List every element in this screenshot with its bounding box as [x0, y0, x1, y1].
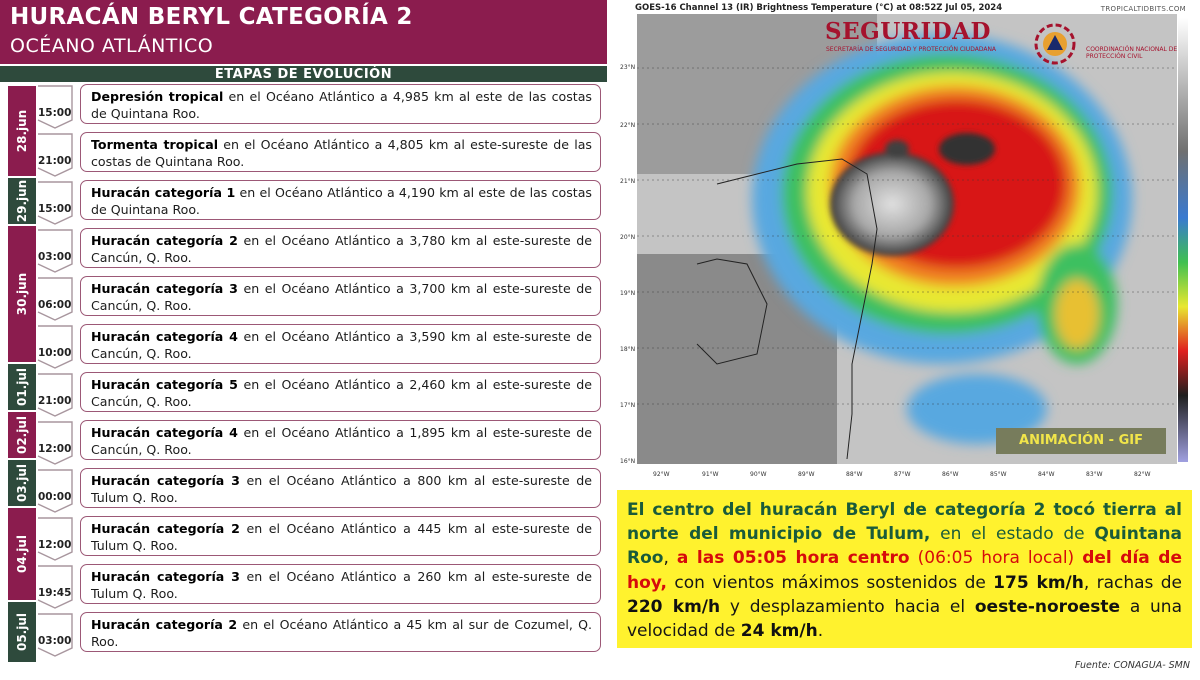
event-stage: Huracán categoría 2 [91, 233, 238, 248]
event-stage: Huracán categoría 2 [91, 617, 238, 632]
summary-text: 220 km/h [627, 596, 721, 617]
date-label: 04.jul [15, 534, 29, 574]
event-stage: Huracán categoría 1 [91, 185, 236, 200]
date-cell-02jul [8, 412, 36, 458]
event-box [80, 276, 601, 316]
event-text: en el Océano Atlántico a 4,190 km al este de las costas de Quintana Roo. [91, 185, 592, 217]
animation-gif-button[interactable]: ANIMACIÓN - GIF [996, 428, 1166, 454]
event-stage: Huracán categoría 4 [91, 329, 238, 344]
event-time [36, 614, 74, 650]
event-text: en el Océano Atlántico a 3,590 km al este-sureste de Cancún, Q. Roo. [91, 329, 592, 361]
lon-label: 87°W [894, 471, 911, 478]
lon-label: 88°W [846, 471, 863, 478]
event-box [80, 516, 601, 556]
summary-text: 24 km/h [740, 621, 818, 642]
satellite-credit: TROPICALTIDBITS.COM [1100, 5, 1186, 13]
time-label: 00:00 [38, 491, 72, 503]
seguridad-logo-subtitle: SECRETARÍA DE SEGURIDAD Y PROTECCIÓN CIUDADANA [826, 46, 997, 53]
event-text: en el Océano Atlántico a 800 km al este-sureste de Tulum Q. Roo. [91, 473, 592, 505]
event-time [36, 134, 74, 170]
time-label: 12:00 [38, 539, 72, 551]
time-label: 06:00 [38, 299, 72, 311]
section-label: ETAPAS DE EVOLUCIÓN [0, 66, 607, 82]
event-box [80, 228, 601, 268]
summary-text: a una velocidad de [627, 596, 1182, 642]
event-text: en el Océano Atlántico a 1,895 km al este-sureste de Cancún, Q. Roo. [91, 425, 592, 457]
event-time [36, 374, 74, 410]
lat-label: 16°N [620, 458, 636, 465]
lat-label: 22°N [620, 122, 636, 129]
event-text: en el Océano Atlántico a 3,700 km al este-sureste de Cancún, Q. Roo. [91, 281, 592, 313]
date-label: 01.jul [15, 367, 29, 407]
lat-label: 23°N [620, 64, 636, 71]
event-text: en el Océano Atlántico a 4,985 km al este de las costas de Quintana Roo. [91, 89, 592, 121]
proteccion-civil-subtitle: COORDINACIÓN NACIONAL DE PROTECCIÓN CIVIL [1086, 46, 1178, 60]
event-time [36, 326, 74, 362]
event-box [80, 132, 601, 172]
summary-text: y desplazamiento hacia el [720, 596, 975, 617]
lon-label: 85°W [990, 471, 1007, 478]
date-label: 05.jul [15, 612, 29, 652]
lon-label: 91°W [702, 471, 719, 478]
event-stage: Depresión tropical [91, 89, 224, 104]
satellite-title: GOES-16 Channel 13 (IR) Brightness Temperature (°C) at 08:52Z Jul 05, 2024 [635, 3, 1003, 13]
event-text: en el Océano Atlántico a 260 km al este-sureste de Tulum Q. Roo. [91, 569, 592, 601]
summary-text: con vientos máximos sostenidos de [667, 572, 994, 593]
event-stage: Huracán categoría 3 [91, 569, 240, 584]
event-time [36, 182, 74, 218]
summary-text: a las 05:05 hora centro [676, 548, 910, 569]
date-cell-30jun [8, 226, 36, 362]
time-label: 15:00 [38, 107, 72, 119]
event-box [80, 372, 601, 412]
header-banner [0, 0, 607, 64]
date-cell-01jul [8, 364, 36, 410]
event-time [36, 518, 74, 554]
summary-text: El centro del huracán Beryl de categoría 2 [627, 500, 1054, 520]
summary-text: tocó tierra al norte del municipio de Tulum, [627, 500, 1183, 545]
lat-label: 21°N [620, 178, 636, 185]
page-subtitle: OCÉANO ATLÁNTICO [10, 35, 214, 57]
event-text: en el Océano Atlántico a 45 km al sur de Cozumel, Q. Roo. [91, 617, 592, 649]
summary-text: . [817, 621, 824, 642]
event-stage: Tormenta tropical [91, 137, 219, 152]
event-stage: Huracán categoría 3 [91, 473, 240, 488]
date-label: 03.jul [15, 463, 29, 503]
event-stage: Huracán categoría 4 [91, 425, 238, 440]
lat-label: 19°N [620, 290, 636, 297]
seguridad-logo: SEGURIDAD [825, 18, 991, 45]
event-box [80, 180, 601, 220]
lat-label: 18°N [620, 346, 636, 353]
event-stage: Huracán categoría 2 [91, 521, 240, 536]
date-label: 30.jun [15, 272, 29, 316]
event-box [80, 324, 601, 364]
time-label: 10:00 [38, 347, 72, 359]
time-label: 03:00 [38, 251, 72, 263]
lon-label: 86°W [942, 471, 959, 478]
event-box [80, 84, 601, 124]
event-time [36, 86, 74, 122]
event-text: en el Océano Atlántico a 2,460 km al este-sureste de Cancún, Q. Roo. [91, 377, 592, 409]
date-label: 29.jun [15, 179, 29, 223]
page-title: HURACÁN BERYL CATEGORÍA 2 [10, 4, 413, 30]
lon-label: 90°W [750, 471, 767, 478]
event-box [80, 564, 601, 604]
date-cell-03jul [8, 460, 36, 506]
satellite-image [637, 14, 1177, 464]
source-note: Fuente: CONAGUA- SMN [1074, 660, 1190, 671]
event-text: en el Océano Atlántico a 4,805 km al este-sureste de las costas de Quintana Roo. [91, 137, 592, 169]
summary-text: , [663, 548, 677, 569]
date-cell-04jul [8, 508, 36, 600]
date-label: 02.jul [15, 415, 29, 455]
time-label: 15:00 [38, 203, 72, 215]
event-time [36, 278, 74, 314]
event-time [36, 422, 74, 458]
time-label: 03:00 [38, 635, 72, 647]
event-box [80, 420, 601, 460]
time-label: 19:45 [38, 587, 72, 599]
ir-imagery [637, 14, 1177, 464]
summary-text: en el estado de [930, 524, 1095, 545]
summary-text: del día de hoy, [627, 548, 1182, 593]
lat-label: 17°N [620, 402, 636, 409]
temperature-colorbar [1178, 18, 1188, 462]
event-stage: Huracán categoría 5 [91, 377, 238, 392]
satellite-panel [607, 0, 1200, 478]
time-label: 21:00 [38, 395, 72, 407]
time-label: 21:00 [38, 155, 72, 167]
date-cell-29jun [8, 178, 36, 224]
event-time [36, 470, 74, 506]
time-label: 12:00 [38, 443, 72, 455]
summary-text: oeste-noroeste [974, 596, 1121, 617]
summary-text: Quintana Roo [627, 524, 1183, 569]
event-text: en el Océano Atlántico a 445 km al este-sureste de Tulum Q. Roo. [91, 521, 592, 553]
event-time [36, 566, 74, 602]
proteccion-civil-logo [1030, 22, 1080, 66]
date-cell-28jun [8, 86, 36, 176]
summary-text: , rachas de [1083, 572, 1183, 593]
event-time [36, 230, 74, 266]
summary-text: (06:05 hora local) [909, 548, 1083, 569]
lon-label: 84°W [1038, 471, 1055, 478]
lat-label: 20°N [620, 234, 636, 241]
lon-label: 89°W [798, 471, 815, 478]
event-text: en el Océano Atlántico a 3,780 km al este-sureste de Cancún, Q. Roo. [91, 233, 592, 265]
event-box [80, 468, 601, 508]
date-cell-05jul [8, 602, 36, 662]
summary-box [617, 490, 1192, 648]
event-box [80, 612, 601, 652]
date-label: 28.jun [15, 109, 29, 153]
lon-label: 83°W [1086, 471, 1103, 478]
event-stage: Huracán categoría 3 [91, 281, 238, 296]
lon-label: 82°W [1134, 471, 1151, 478]
lon-label: 92°W [653, 471, 670, 478]
summary-text: 175 km/h [993, 572, 1084, 593]
